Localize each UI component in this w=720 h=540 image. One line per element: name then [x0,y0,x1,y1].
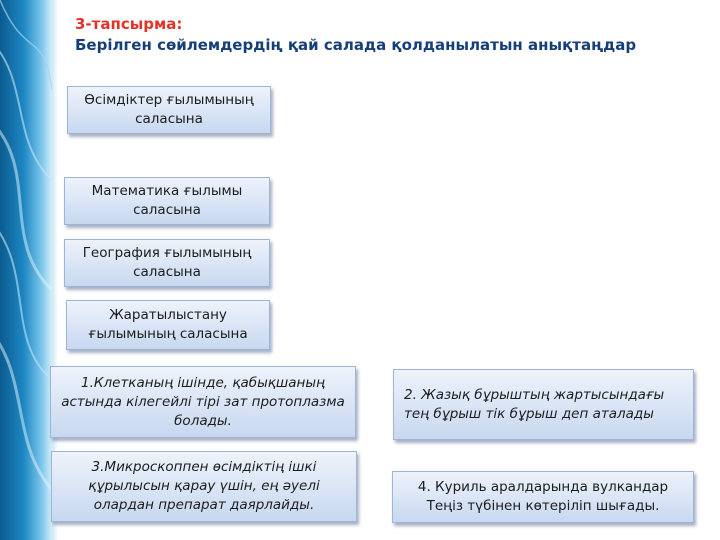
sentence-card-1[interactable]: 1.Клетканың ішінде, қабықшаның астында кілегейлі тірі зат протоплазма болады. [50,366,356,438]
task-title: 3-тапсырма: [75,15,183,33]
category-box-geography[interactable]: География ғылымының саласына [64,239,270,287]
category-box-natural-science[interactable]: Жаратылыстану ғылымының саласына [66,300,270,350]
category-box-plant-science[interactable]: Өсімдіктер ғылымының саласына [67,86,271,134]
category-box-mathematics[interactable]: Математика ғылымы саласына [64,177,270,225]
task-instruction: Берілген сөйлемдердің қай салада қолданылатын анықтаңдар [75,36,637,54]
sentence-card-3[interactable]: 3.Микроскоппен өсімдіктің ішкі құрылысын қарау үшін, ең әуелі олардан препарат даярлайды. [51,451,357,522]
sentence-card-2[interactable]: 2. Жазық бұрыштың жартысындағы тең бұрыш тік бұрыш деп аталады [393,369,694,440]
side-band-pattern [0,0,52,540]
task-heading [75,14,636,55]
sentence-card-4[interactable]: 4. Куриль аралдарында вулкандар Теңіз түбінен көтеріліп шығады. [392,471,694,523]
decorative-side-band [0,0,52,540]
